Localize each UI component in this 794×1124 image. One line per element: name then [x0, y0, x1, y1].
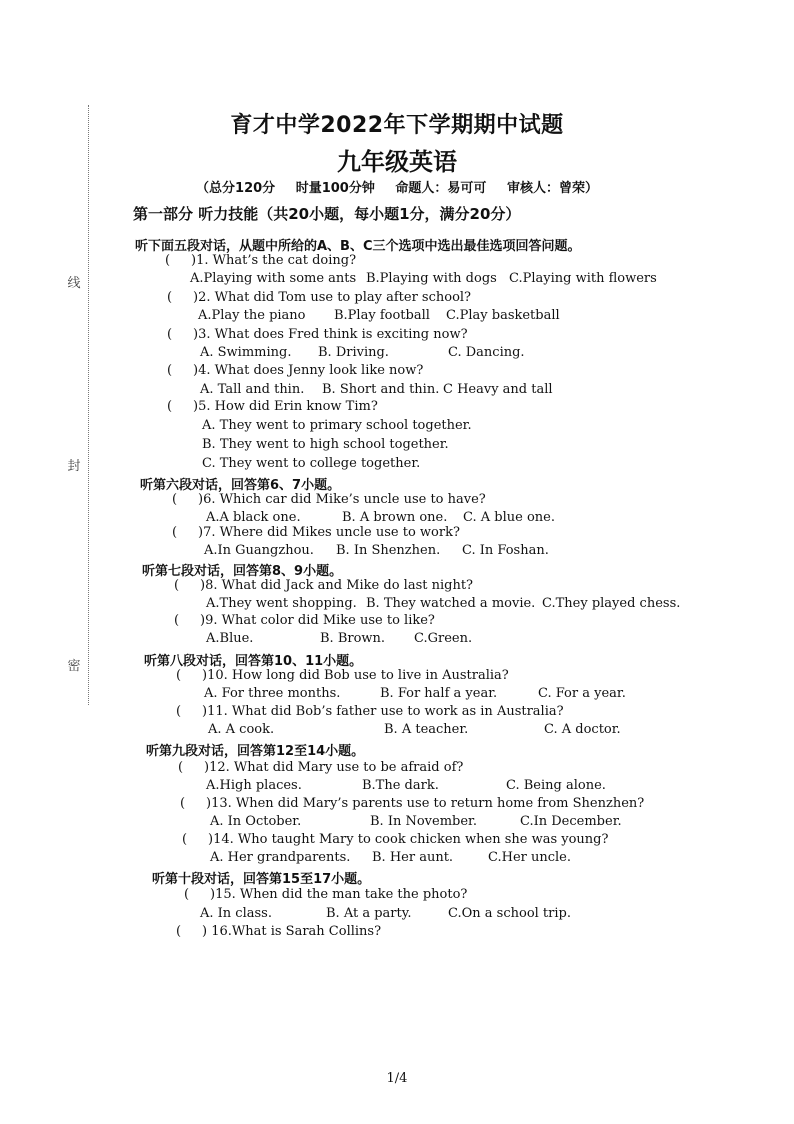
option-c: C.Play basketball: [446, 308, 560, 323]
question-6: [172, 492, 486, 507]
question-1: [165, 253, 356, 268]
q8-options: [206, 596, 680, 611]
question-10: [176, 668, 509, 683]
option-a: A. Her grandparents.: [210, 850, 351, 865]
q10-options: [204, 686, 626, 701]
option-c: C.Green.: [414, 631, 473, 646]
q5-option-a: A. They went to primary school together.: [202, 418, 472, 433]
section-10-header: 听第十段对话，回答第15至17小题。: [152, 872, 371, 887]
question-7: [172, 525, 460, 540]
option-b: B.Play football: [334, 308, 430, 323]
answer-blank[interactable]: (: [167, 290, 173, 305]
option-c: C. Dancing.: [448, 345, 525, 360]
question-13: [180, 796, 644, 811]
exam-meta: [0, 177, 794, 196]
option-b: B. In November.: [370, 814, 477, 829]
answer-blank[interactable]: (: [165, 253, 171, 268]
question-stem: )4. What does Jenny look like now?: [193, 363, 424, 378]
answer-blank[interactable]: (: [184, 887, 190, 902]
margin-mark-feng: 封: [67, 459, 81, 474]
option-b: B.Playing with dogs: [366, 271, 497, 286]
page-number: 1/4: [386, 1071, 408, 1086]
option-b: B. A teacher.: [384, 722, 469, 737]
question-5: [167, 399, 378, 414]
question-4: [167, 363, 423, 378]
section-9-header: 听第九段对话，回答第12至14小题。: [146, 744, 365, 759]
option-b: B. Short and thin.: [322, 382, 440, 397]
question-stem: )1. What’s the cat doing?: [191, 253, 357, 268]
option-a: A.They went shopping.: [206, 596, 357, 611]
meta-author: 命题人：易可可: [395, 181, 487, 196]
q14-options: [210, 850, 571, 865]
meta-time: 时量100分钟: [295, 181, 375, 196]
q13-options: [210, 814, 622, 829]
option-b: B. Driving.: [318, 345, 389, 360]
question-stem: )10. How long did Bob use to live in Australia?: [202, 668, 509, 683]
question-stem: )3. What does Fred think is exciting now?: [193, 327, 468, 342]
option-c: C. A blue one.: [463, 510, 555, 525]
question-12: [178, 760, 463, 775]
option-a: A. In class.: [200, 906, 272, 921]
option-a: A. In October.: [210, 814, 302, 829]
question-15: [184, 887, 467, 902]
option-c: C. In Foshan.: [462, 543, 549, 558]
option-b: B. They watched a movie.: [366, 596, 536, 611]
option-a: A.Play the piano: [198, 308, 306, 323]
question-8: [174, 578, 473, 593]
option-c: C.In December.: [520, 814, 622, 829]
section-8-header: 听第八段对话，回答第10、11小题。: [144, 654, 363, 669]
answer-blank[interactable]: (: [167, 363, 173, 378]
option-b: B. In Shenzhen.: [336, 543, 441, 558]
option-a: A. A cook.: [208, 722, 275, 737]
option-a: A. Swimming.: [200, 345, 292, 360]
question-14: [182, 832, 608, 847]
question-stem: )2. What did Tom use to play after school?: [193, 290, 472, 305]
question-stem: )8. What did Jack and Mike do last night?: [200, 578, 474, 593]
question-11: [176, 704, 564, 719]
option-a: A.A black one.: [206, 510, 301, 525]
option-c: C.On a school trip.: [448, 906, 571, 921]
option-b: B.The dark.: [362, 778, 439, 793]
option-b: B. For half a year.: [380, 686, 498, 701]
answer-blank[interactable]: (: [172, 525, 178, 540]
option-b: B. Her aunt.: [372, 850, 454, 865]
q2-options: [198, 308, 560, 323]
option-c: C.They played chess.: [542, 596, 681, 611]
option-a: A. Tall and thin.: [200, 382, 305, 397]
meta-total-score: （总分120分: [196, 181, 276, 196]
question-3: [167, 327, 468, 342]
answer-blank[interactable]: (: [176, 924, 182, 939]
option-a: A.High places.: [206, 778, 302, 793]
question-stem: )7. Where did Mikes uncle use to work?: [198, 525, 460, 540]
answer-blank[interactable]: (: [167, 327, 173, 342]
question-stem: )13. When did Mary’s parents use to return home from Shenzhen?: [206, 796, 645, 811]
question-stem: )15. When did the man take the photo?: [210, 887, 468, 902]
option-a: A. For three months.: [204, 686, 341, 701]
question-stem: )5. How did Erin know Tim?: [193, 399, 378, 414]
answer-blank[interactable]: (: [172, 492, 178, 507]
option-c: C Heavy and tall: [443, 382, 553, 397]
q6-options: [206, 510, 555, 525]
q15-options: [200, 906, 571, 921]
question-2: [167, 290, 471, 305]
option-c: C. Being alone.: [506, 778, 606, 793]
option-c: C. For a year.: [538, 686, 626, 701]
q7-options: [204, 543, 549, 558]
answer-blank[interactable]: (: [174, 578, 180, 593]
answer-blank[interactable]: (: [180, 796, 186, 811]
section-6-header: 听第六段对话，回答第6、7小题。: [140, 478, 341, 493]
option-a: A.In Guangzhou.: [204, 543, 314, 558]
q4-options: [200, 382, 553, 397]
option-c: C.Playing with flowers: [509, 271, 657, 286]
option-b: B. Brown.: [320, 631, 386, 646]
question-16: [176, 924, 381, 939]
q12-options: [206, 778, 606, 793]
part1-instruction: 听下面五段对话，从题中所给的A、B、C三个选项中选出最佳选项回答问题。: [135, 239, 581, 254]
q5-option-b: B. They went to high school together.: [202, 437, 449, 452]
question-9: [174, 613, 435, 628]
answer-blank[interactable]: (: [182, 832, 188, 847]
option-a: A.Playing with some ants: [190, 271, 357, 286]
question-stem: )14. Who taught Mary to cook chicken when she was young?: [208, 832, 609, 847]
exam-title: 育才中学2022年下学期期中试题: [230, 113, 564, 138]
section-7-header: 听第七段对话，回答第8、9小题。: [142, 564, 343, 579]
meta-reviewer: 审核人：曾荣）: [506, 181, 598, 196]
q11-options: [208, 722, 621, 737]
answer-blank[interactable]: (: [176, 668, 182, 683]
question-stem: )11. What did Bob’s father use to work as in Australia?: [202, 704, 564, 719]
answer-blank[interactable]: (: [176, 704, 182, 719]
part1-title: 第一部分 听力技能（共20小题，每小题1分，满分20分）: [133, 205, 521, 223]
question-stem: )9. What color did Mike use to like?: [200, 613, 435, 628]
margin-mark-mi: 密: [67, 659, 81, 674]
answer-blank[interactable]: (: [178, 760, 184, 775]
option-c: C.Her uncle.: [488, 850, 572, 865]
option-a: A.Blue.: [206, 631, 254, 646]
q3-options: [200, 345, 525, 360]
option-b: B. A brown one.: [342, 510, 448, 525]
option-c: C. A doctor.: [544, 722, 621, 737]
q9-options: [206, 631, 472, 646]
option-b: B. At a party.: [326, 906, 412, 921]
margin-mark-xian: 线: [67, 276, 81, 291]
question-stem: )6. Which car did Mike’s uncle use to have?: [198, 492, 486, 507]
answer-blank[interactable]: (: [167, 399, 173, 414]
exam-subtitle: 九年级英语: [337, 148, 457, 176]
question-stem: )12. What did Mary use to be afraid of?: [204, 760, 464, 775]
answer-blank[interactable]: (: [174, 613, 180, 628]
question-stem: ) 16.What is Sarah Collins?: [202, 924, 382, 939]
q5-option-c: C. They went to college together.: [202, 456, 421, 471]
q1-options: [190, 271, 657, 286]
